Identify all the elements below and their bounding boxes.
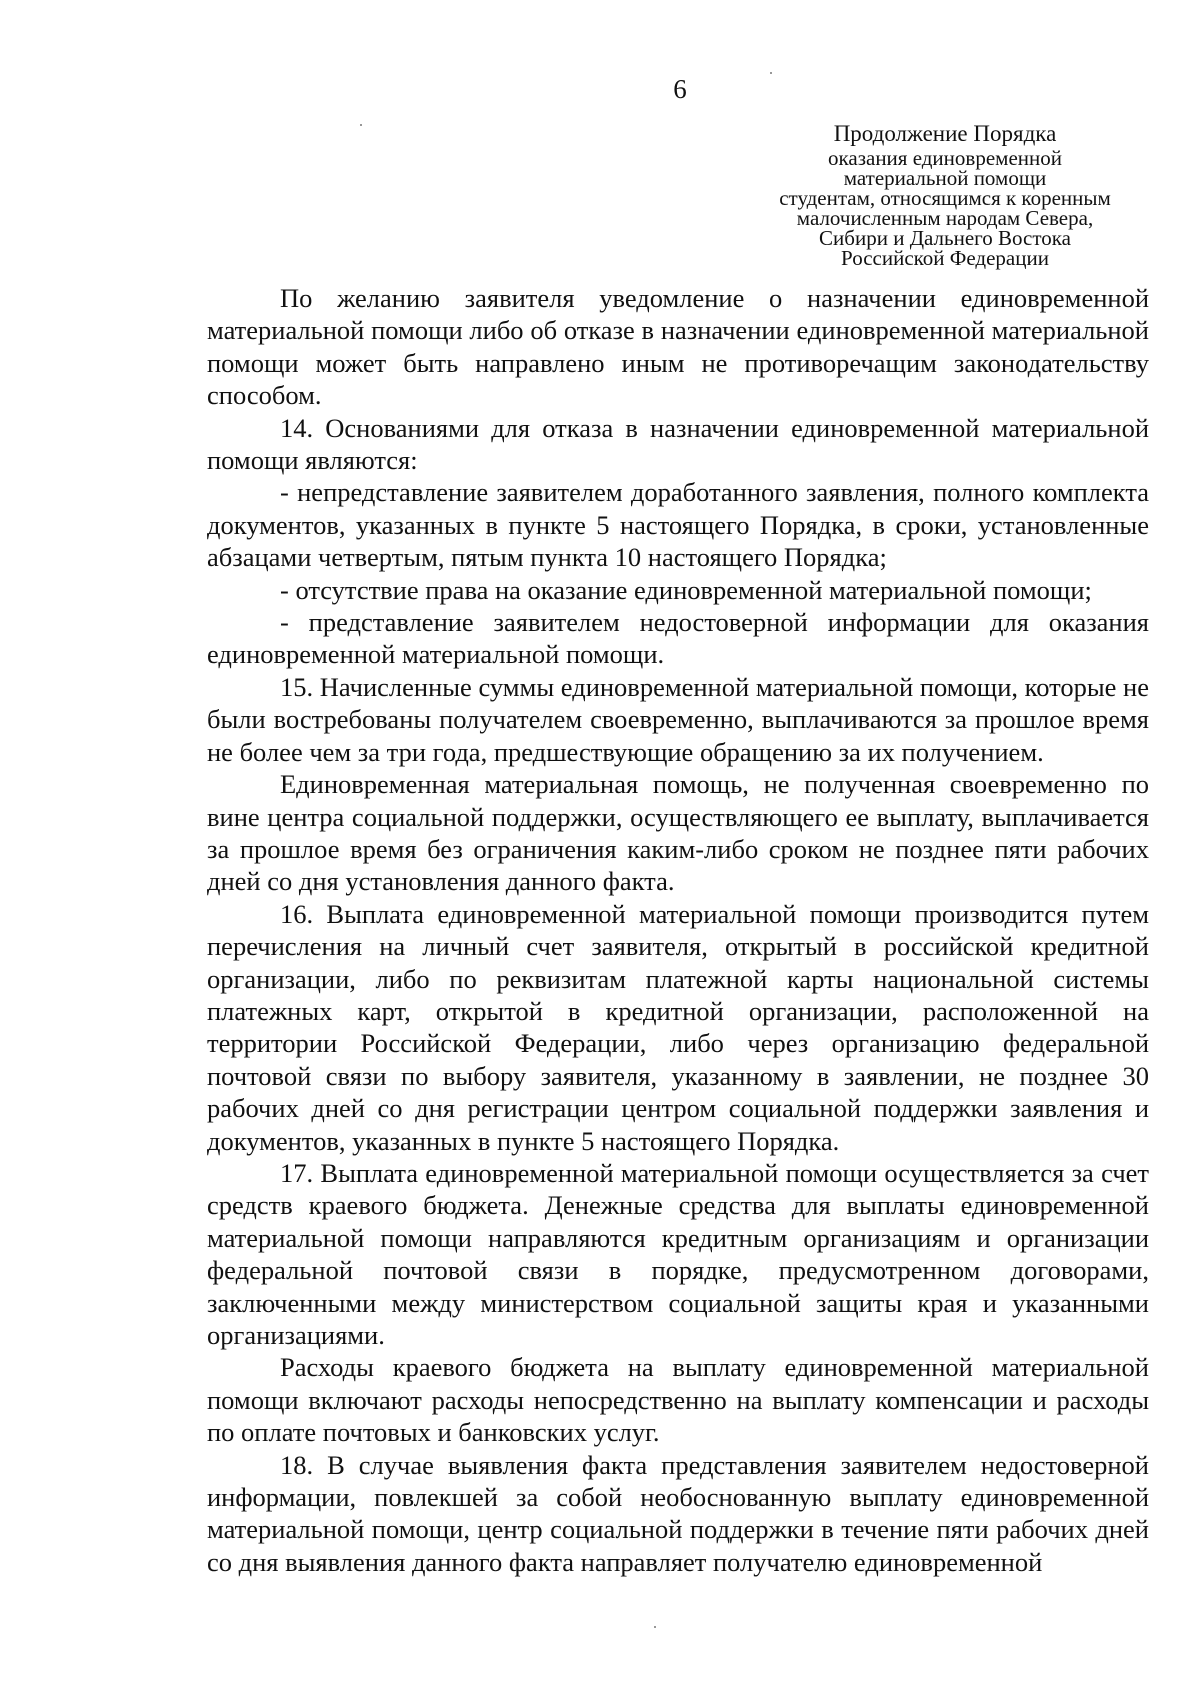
paragraph: Расходы краевого бюджета на выплату единовременной материальной помощи включают расходы непосредственно на выплату компенсации и расходы по оплате почтовых и банковских услуг. bbox=[207, 1352, 1149, 1448]
header-line: Продолжение Порядка bbox=[833, 121, 1057, 146]
header-line: оказания единовременной bbox=[828, 146, 1062, 170]
paragraph-item-15: 15. Начисленные суммы единовременной материальной помощи, которые не были востребованы получателем своевременно, выплачиваются за прошлое время не более чем за три года, предшествующие обращению за их получением. bbox=[207, 671, 1149, 767]
list-item: - отсутствие права на оказание единовременной материальной помощи; bbox=[280, 574, 1092, 605]
list-item: - представление заявителем недостоверной информации для оказания единовременной материальной помощи. bbox=[207, 607, 1149, 670]
document-body bbox=[207, 282, 1149, 1578]
scan-speck bbox=[654, 1626, 656, 1628]
header-line: Российской Федерации bbox=[841, 246, 1049, 270]
header-line: Сибири и Дальнего Востока bbox=[819, 226, 1071, 250]
paragraph-item-14: 14. Основаниями для отказа в назначении единовременной материальной помощи являются: bbox=[207, 412, 1149, 476]
scan-speck bbox=[770, 72, 772, 74]
paragraph: По желанию заявителя уведомление о назначении единовременной материальной помощи либо об отказе в назначении единовременной материальной помощи может быть направлено иным не противоречащим законодательству способом. bbox=[207, 283, 1149, 411]
list-item: - непредставление заявителем доработанного заявления, полного комплекта документов, указанных в пункте 5 настоящего Порядка, в сроки, установленные абзацами четвертым, пятым пункта 10 настоящего Порядка; bbox=[207, 477, 1149, 573]
header-line: студентам, относящимся к коренным bbox=[779, 186, 1111, 210]
document-header bbox=[760, 120, 1130, 268]
header-line: малочисленным народам Севера, bbox=[796, 206, 1094, 230]
paragraph: Единовременная материальная помощь, не полученная своевременно по вине центра социальной поддержки, осуществляющего ее выплату, выплачивается за прошлое время без ограничения каким-либо сроком не позднее пяти рабочих дней со дня установления данного факта. bbox=[207, 769, 1149, 897]
page-number: 6 bbox=[673, 74, 687, 104]
scan-speck bbox=[360, 124, 362, 126]
paragraph-item-18: 18. В случае выявления факта представления заявителем недостоверной информации, повлекшей за собой необоснованную выплату единовременной материальной помощи, центр социальной поддержки в течение пяти рабочих дней со дня выявления данного факта направляет получателю единовременной bbox=[207, 1449, 1149, 1577]
paragraph-item-16: 16. Выплата единовременной материальной помощи производится путем перечисления на личный счет заявителя, открытый в российской кредитной организации, либо по реквизитам платежной карты национальной системы платежных карт, открытой в кредитной организации, расположенной на территории Российской Федерации, либо через организацию федеральной почтовой связи по выбору заявителя, указанному в заявлении, не позднее 30 рабочих дней со дня регистрации центром социальной поддержки заявления и документов, указанных в пункте 5 настоящего Порядка. bbox=[207, 898, 1149, 1156]
paragraph-item-17: 17. Выплата единовременной материальной помощи осуществляется за счет средств краевого бюджета. Денежные средства для выплаты единовременной материальной помощи направляются кредитным организациям и организации федеральной почтовой связи в порядке, предусмотренном договорами, заключенными между министерством социальной защиты края и указанными организациями. bbox=[207, 1157, 1149, 1350]
header-line: материальной помощи bbox=[843, 166, 1047, 190]
